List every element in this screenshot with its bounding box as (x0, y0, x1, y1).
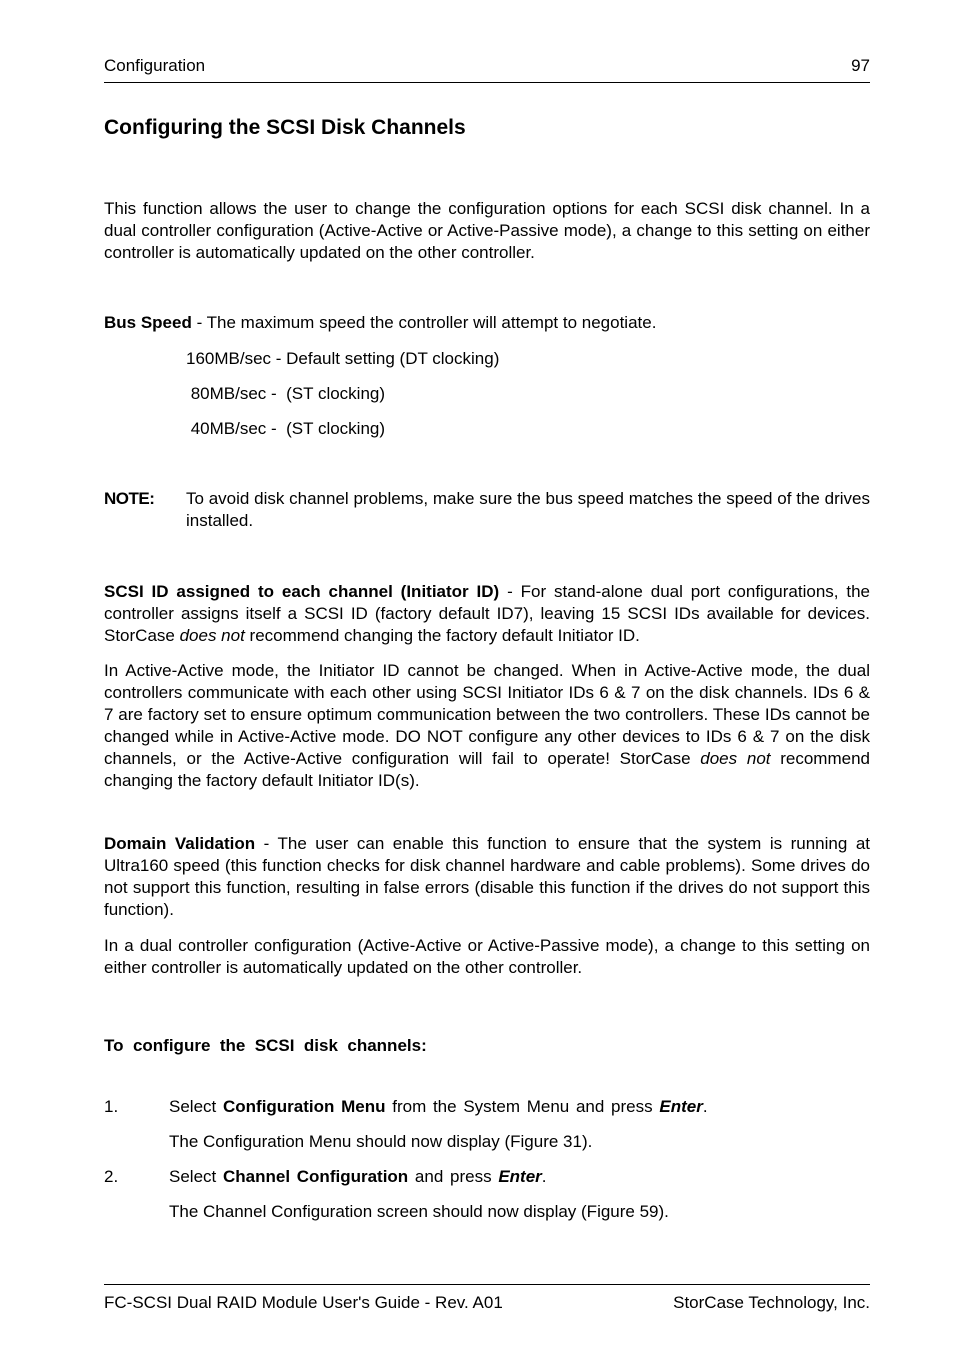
footer-company: StorCase Technology, Inc. (673, 1293, 870, 1312)
step-instruction (169, 1166, 547, 1188)
step-number: 2. (104, 1167, 119, 1186)
step-result: The Configuration Menu should now display (Figure 31). (169, 1132, 593, 1151)
step-number: 1. (104, 1097, 119, 1116)
scsi-id-label: SCSI ID assigned to each channel (Initiator ID) (104, 582, 500, 601)
bus-speed-option: 40MB/sec - (ST clocking) (186, 419, 386, 438)
active-active-text-end: recommend changing the factory default Initiator ID(s). (104, 749, 870, 790)
page-header (104, 56, 870, 83)
step-text: Select (169, 1097, 223, 1116)
bus-speed-paragraph (104, 312, 870, 334)
domain-validation-label: Domain Validation (104, 834, 256, 853)
scsi-id-text: - For stand-alone dual port configurations, the controller assigns itself a SCSI ID (factory default ID7), leaving 15 SCSI IDs available for devices. StorCase (104, 582, 871, 645)
step-menu-name: Channel Configuration (222, 1167, 409, 1186)
bus-speed-text: - The maximum speed the controller will attempt to negotiate. (191, 313, 657, 332)
active-active-text: In Active-Active mode, the Initiator ID cannot be changed. When in Active-Active mode, the dual controllers communicate with each other using SCSI Initiator IDs 6 & 7 on the disk channels. IDs 6 & 7 are factory set to ensure optimum communication between the two controllers. These IDs cannot be changed while in Active-Active mode. DO NOT configure any other devices to IDs 6 & 7 on the disk channels, or the Active-Active configuration will fail to operate! StorCase (104, 661, 870, 768)
step-instruction (169, 1096, 708, 1118)
page-title: Configuring the SCSI Disk Channels (104, 116, 466, 139)
header-section: Configuration (104, 56, 206, 75)
bus-speed-option: 160MB/sec - Default setting (DT clocking) (186, 349, 500, 368)
step-key: Enter (498, 1167, 542, 1186)
step-text: . (702, 1097, 708, 1116)
intro-paragraph: This function allows the user to change the configuration options for each SCSI disk channel. In a dual controller configuration (Active-Active or Active-Passive mode), a change to this setting on either controller is automatically updated on the other controller. (104, 199, 870, 262)
page-footer (104, 1284, 870, 1312)
scsi-id-emphasis: does not (179, 626, 245, 645)
bus-speed-option: 80MB/sec - (ST clocking) (186, 384, 386, 403)
step-menu-name: Configuration Menu (222, 1097, 386, 1116)
step-result: The Channel Configuration screen should now display (Figure 59). (169, 1202, 669, 1221)
footer-title: FC-SCSI Dual RAID Module User's Guide - Rev. A01 (104, 1293, 503, 1312)
step-text: Select (169, 1167, 223, 1186)
step-text: from the System Menu and press (385, 1097, 660, 1116)
note-text: To avoid disk channel problems, make sure the bus speed matches the speed of the drives installed. (186, 489, 870, 530)
bus-speed-label: Bus Speed (104, 313, 192, 332)
dual-controller-paragraph: In a dual controller configuration (Active-Active or Active-Passive mode), a change to this setting on either controller is automatically updated on the other controller. (104, 936, 870, 977)
step-text: and press (408, 1167, 499, 1186)
procedure-heading: To configure the SCSI disk channels: (104, 1036, 427, 1055)
step-key: Enter (659, 1097, 703, 1116)
domain-validation-paragraph (104, 833, 870, 921)
note-label: NOTE: (104, 489, 155, 508)
scsi-id-paragraph (104, 581, 870, 647)
scsi-id-text-end: recommend changing the factory default Initiator ID. (244, 626, 640, 645)
step-text: . (541, 1167, 547, 1186)
domain-validation-text: - The user can enable this function to ensure that the system is running at Ultra160 speed (this function checks for disk channel hardware and cable problems). Some drives do not support this function, resulting in false errors (disable this function if the drives do not support this function). (104, 834, 870, 919)
active-active-paragraph (104, 660, 870, 792)
page-number: 97 (851, 56, 870, 75)
active-active-emphasis: does not (700, 749, 771, 768)
